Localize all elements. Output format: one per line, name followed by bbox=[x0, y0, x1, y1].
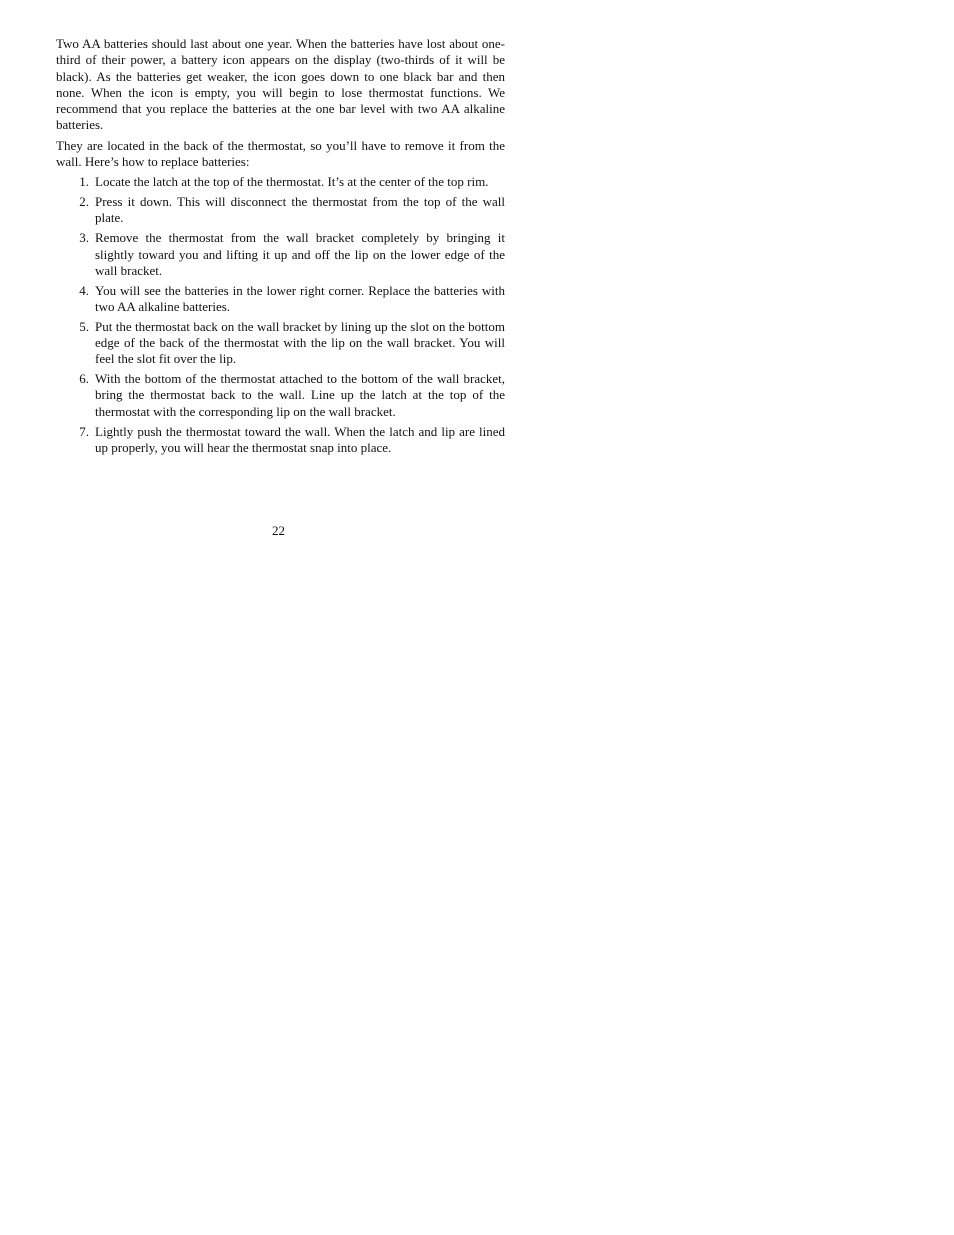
step-item bbox=[56, 230, 505, 279]
step-text: Press it down. This will disconnect the thermostat from the top of the wall plate. bbox=[95, 194, 505, 226]
step-number: 2. bbox=[79, 194, 89, 210]
page-number: 22 bbox=[272, 523, 285, 538]
step-number: 7. bbox=[79, 423, 89, 439]
step-text: Put the thermostat back on the wall bracket by lining up the slot on the bottom edge of the back of the thermostat with the lip on the wall bracket. You will feel the slot fit over the lip. bbox=[95, 318, 505, 367]
step-item bbox=[56, 174, 505, 190]
step-item bbox=[56, 424, 505, 457]
step-text: With the bottom of the thermostat attached to the bottom of the wall bracket, bring the thermostat back to the wall. Line up the latch at the top of the thermostat with the corresponding lip on the wall bracket. bbox=[95, 371, 505, 419]
step-number: 5. bbox=[79, 318, 89, 334]
step-item bbox=[56, 371, 505, 420]
intro-paragraph-battery-location: They are located in the back of the thermostat, so you’ll have to remove it from the wall. Here’s how to replace batteries: bbox=[56, 137, 505, 170]
step-text: Lightly push the thermostat toward the wall. When the latch and lip are lined up properly, you will hear the thermostat snap into place. bbox=[95, 423, 505, 455]
document-page bbox=[56, 36, 505, 460]
step-item bbox=[56, 283, 505, 316]
intro-paragraph-battery-life: Two AA batteries should last about one year. When the batteries have lost about one-third of their power, a battery icon appears on the display (two-thirds of it will be black). As the batteries get weaker, the icon goes down to one black bar and then none. When the icon is empty, you will begin to lose thermostat functions. We recommend that you replace the batteries at the one bar level with two AA alkaline batteries. bbox=[56, 36, 505, 133]
step-item bbox=[56, 194, 505, 227]
step-number: 3. bbox=[79, 230, 89, 246]
step-number: 4. bbox=[79, 282, 89, 298]
step-item bbox=[56, 319, 505, 368]
step-text: Locate the latch at the top of the thermostat. It’s at the center of the top rim. bbox=[95, 174, 489, 190]
replacement-steps-list bbox=[56, 174, 505, 456]
step-number: 1. bbox=[79, 174, 89, 190]
step-text: You will see the batteries in the lower right corner. Replace the batteries with two AA alkaline batteries. bbox=[95, 282, 505, 314]
step-number: 6. bbox=[79, 371, 89, 387]
step-text: Remove the thermostat from the wall bracket completely by bringing it slightly toward you and lifting it up and off the lip on the lower edge of the wall bracket. bbox=[95, 230, 505, 278]
